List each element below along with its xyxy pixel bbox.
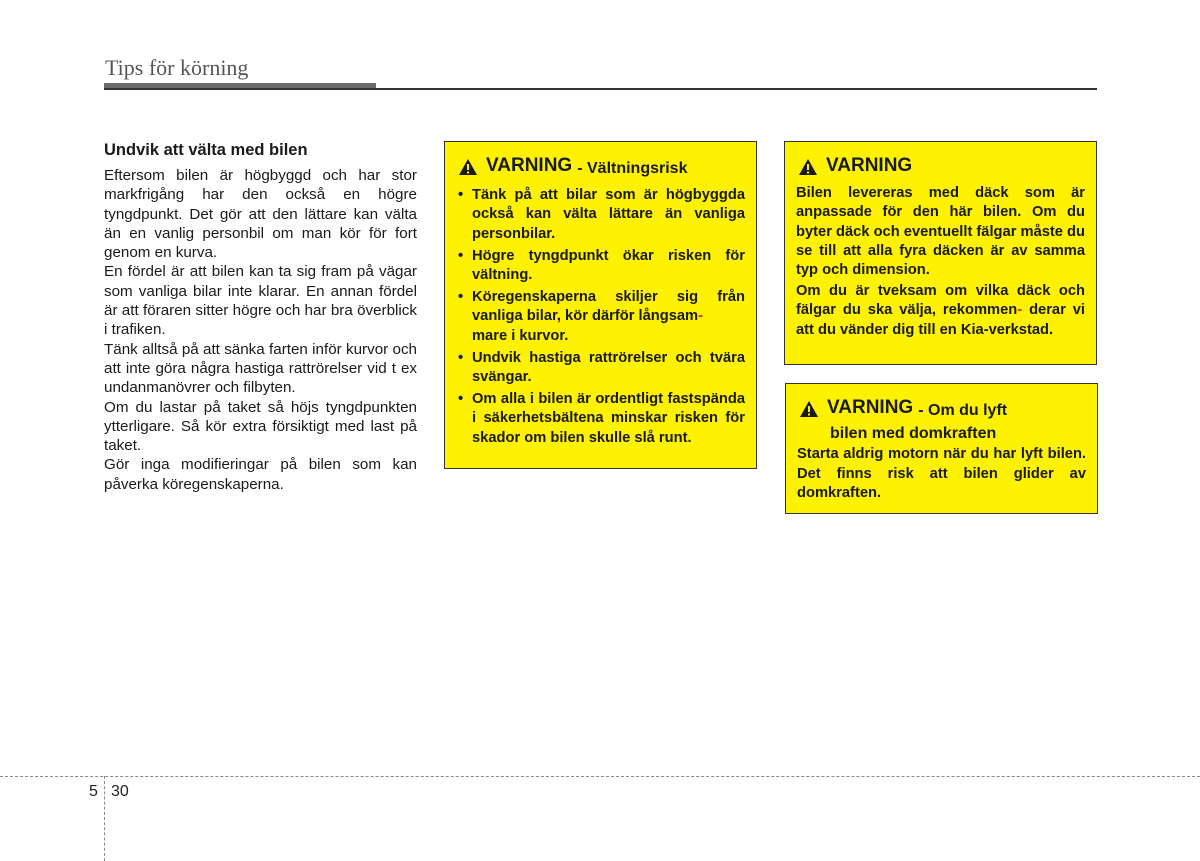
warning-header xyxy=(797,398,1086,424)
warning-list-item: • Högre tyngdpunkt ökar risken för vältning. xyxy=(456,247,745,285)
section-paragraph: Gör inga modifieringar på bilen som kan påverka köregenskaperna. xyxy=(104,456,417,493)
hyphenated-line: Om du är tveksam om vilka däck och fälgar du ska välja, rekommen- xyxy=(796,283,1085,319)
section-paragraph: Tänk alltså på att sänka farten inför kurvor och att inte göra några hastiga rattrörelser vid t ex undanmanövrer och filbyten. xyxy=(104,340,417,397)
warning-triangle-icon xyxy=(799,400,819,424)
warning-subtitle: - Om du lyft xyxy=(918,402,1008,419)
warning-paragraph xyxy=(796,282,1085,340)
chapter-header-title: Tips för körning xyxy=(105,55,249,80)
warning-list-item: • Undvik hastiga rattrörelser och tvära svängar. xyxy=(456,349,745,387)
warning-subtitle-continued: bilen med domkraften xyxy=(830,425,997,443)
warning-box-rollover xyxy=(444,141,757,469)
warning-list-item: • Tänk på att bilar som är högbyggda också kan välta lättare än vanliga personbilar. xyxy=(456,186,745,244)
rollover-section xyxy=(104,140,417,494)
warning-title: VARNING xyxy=(826,155,913,176)
warning-subtitle: - Vältningsrisk xyxy=(577,160,688,177)
warning-triangle-icon xyxy=(458,158,478,182)
warning-list-item: • Om alla i bilen är ordentligt fastspända i säkerhetsbältena minskar risken för skador om bilen skulle slå runt. xyxy=(456,390,745,448)
footer-dashed-rule xyxy=(0,776,1200,777)
warning-list xyxy=(456,186,745,448)
warning-list-item xyxy=(456,288,745,346)
warning-box-jack xyxy=(785,383,1098,514)
warning-header xyxy=(796,156,1085,182)
hyphenated-continuation: derar vi att du vänder dig till en Kia-verkstad. xyxy=(796,302,1085,338)
page-number: 30 xyxy=(111,783,129,800)
warning-paragraph: Bilen levereras med däck som är anpassade för den här bilen. Om du byter däck och eventuellt fälgar måste du se till att alla fyra däcken är av samma typ och dimension. xyxy=(796,185,1085,279)
warning-paragraph: Starta aldrig motorn när du har lyft bilen. Det finns risk att bilen glider av domkraften. xyxy=(797,446,1086,501)
warning-title: VARNING xyxy=(827,397,914,418)
hyphenated-continuation: mare i kurvor. xyxy=(472,327,569,344)
warning-header xyxy=(456,156,745,182)
footer-vertical-dashed-rule xyxy=(104,776,105,861)
section-paragraph: Om du lastar på taket så höjs tyngdpunkten ytterligare. Så kör extra försiktigt med last på taket. xyxy=(104,398,417,455)
section-heading: Undvik att välta med bilen xyxy=(104,141,308,159)
chapter-number: 5 xyxy=(89,783,98,800)
warning-triangle-icon xyxy=(798,158,818,182)
hyphen-mark: - xyxy=(1017,302,1023,319)
hyphen-mark: - xyxy=(698,308,704,325)
warning-title: VARNING xyxy=(486,155,573,176)
hyphenated-line: Köregenskaperna skiljer sig från vanliga bilar, kör därför långsam- xyxy=(472,289,745,325)
section-paragraph: En fördel är att bilen kan ta sig fram på vägar som vanliga bilar inte klarar. En annan fördel är att föraren sitter högre och har bra överblick i trafiken. xyxy=(104,263,417,339)
section-paragraph: Eftersom bilen är högbyggd och har stor markfrigång har den också en högre tyngdpunkt. Det gör att den lättare kan välta än en vanlig personbil om man kör för fort genom en kurva. xyxy=(104,167,417,262)
warning-box-tires xyxy=(784,141,1097,365)
header-rule-thin xyxy=(104,88,1097,90)
